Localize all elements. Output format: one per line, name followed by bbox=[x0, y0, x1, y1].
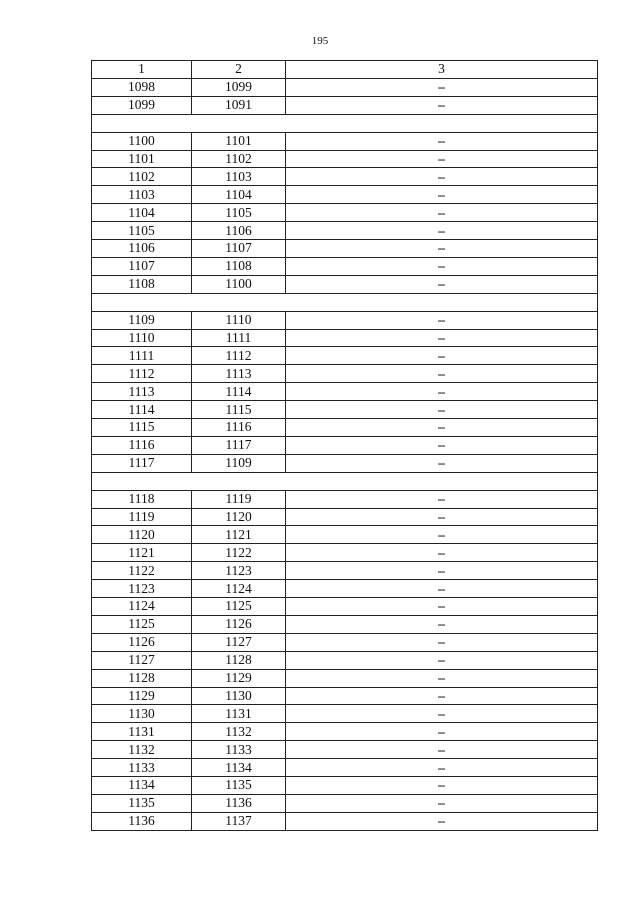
table-cell-col-2: 1116 bbox=[192, 419, 286, 437]
table-cell-col-3: – bbox=[286, 598, 598, 616]
table-cell-col-2: 1134 bbox=[192, 759, 286, 777]
table-cell-col-1: 1104 bbox=[92, 204, 192, 222]
table-cell-col-2: 1130 bbox=[192, 687, 286, 705]
table-cell-col-3: – bbox=[286, 132, 598, 150]
table-cell-col-3: – bbox=[286, 383, 598, 401]
table-row bbox=[92, 580, 598, 598]
table-cell-col-1: 1103 bbox=[92, 186, 192, 204]
table-cell-col-3: – bbox=[286, 794, 598, 812]
table-cell-col-1: 1099 bbox=[92, 96, 192, 114]
table-cell-col-2: 1127 bbox=[192, 633, 286, 651]
table-row bbox=[92, 741, 598, 759]
table-cell-col-2: 1109 bbox=[192, 454, 286, 472]
table-cell-col-2: 1125 bbox=[192, 598, 286, 616]
table-cell-col-1: 1107 bbox=[92, 257, 192, 275]
table-cell-col-3: – bbox=[286, 347, 598, 365]
table-cell-col-3: – bbox=[286, 544, 598, 562]
table-cell-col-1: 1133 bbox=[92, 759, 192, 777]
table-cell-col-3: – bbox=[286, 526, 598, 544]
table-cell-col-2: 1103 bbox=[192, 168, 286, 186]
table-cell-col-3: – bbox=[286, 705, 598, 723]
table-cell-col-2: 1113 bbox=[192, 365, 286, 383]
table-cell-col-3: – bbox=[286, 311, 598, 329]
table-cell-col-3: – bbox=[286, 401, 598, 419]
table-cell-col-2: 1102 bbox=[192, 150, 286, 168]
table-cell-col-2: 1120 bbox=[192, 508, 286, 526]
table-row bbox=[92, 275, 598, 293]
table-cell-col-1: 1112 bbox=[92, 365, 192, 383]
table-cell-col-1: 1129 bbox=[92, 687, 192, 705]
table-cell-col-2: 1114 bbox=[192, 383, 286, 401]
table-cell-col-3: – bbox=[286, 222, 598, 240]
table-row bbox=[92, 401, 598, 419]
table-cell-col-1: 1101 bbox=[92, 150, 192, 168]
table-cell-col-1: 1125 bbox=[92, 615, 192, 633]
table-cell-col-3: – bbox=[286, 759, 598, 777]
table-cell-col-3: – bbox=[286, 580, 598, 598]
table-row bbox=[92, 436, 598, 454]
table-cell-col-2: 1129 bbox=[192, 669, 286, 687]
table-cell-col-2: 1122 bbox=[192, 544, 286, 562]
table-row bbox=[92, 347, 598, 365]
table-row bbox=[92, 311, 598, 329]
table-cell-col-3: – bbox=[286, 741, 598, 759]
table-cell-col-2: 1101 bbox=[192, 132, 286, 150]
table-row bbox=[92, 132, 598, 150]
table-cell-col-2: 1108 bbox=[192, 257, 286, 275]
table-cell-col-1: 1126 bbox=[92, 633, 192, 651]
table-row bbox=[92, 687, 598, 705]
table-cell-col-1: 1130 bbox=[92, 705, 192, 723]
table-cell-col-2: 1137 bbox=[192, 812, 286, 830]
table-row bbox=[92, 633, 598, 651]
table-cell-col-2: 1110 bbox=[192, 311, 286, 329]
table-cell-col-1: 1136 bbox=[92, 812, 192, 830]
table-cell-col-3: – bbox=[286, 723, 598, 741]
table-cell-col-3: – bbox=[286, 651, 598, 669]
table-cell-col-1: 1113 bbox=[92, 383, 192, 401]
table-row bbox=[92, 651, 598, 669]
table-cell-col-1: 1132 bbox=[92, 741, 192, 759]
table-row bbox=[92, 615, 598, 633]
table-cell-col-3: – bbox=[286, 78, 598, 96]
table-cell-col-3: – bbox=[286, 204, 598, 222]
table-cell-col-2: 1119 bbox=[192, 490, 286, 508]
table-cell-col-1: 1111 bbox=[92, 347, 192, 365]
table-cell-col-3: – bbox=[286, 633, 598, 651]
page-number: 195 bbox=[311, 35, 329, 47]
table-row bbox=[92, 419, 598, 437]
table-cell-col-2: 1133 bbox=[192, 741, 286, 759]
table-cell-col-2: 1112 bbox=[192, 347, 286, 365]
table-row bbox=[92, 222, 598, 240]
table-cell-col-1: 1135 bbox=[92, 794, 192, 812]
table-cell-col-3: – bbox=[286, 812, 598, 830]
table-cell-col-2: 1123 bbox=[192, 562, 286, 580]
table-cell-col-2: 1091 bbox=[192, 96, 286, 114]
separator-cell bbox=[92, 114, 598, 132]
table-cell-col-2: 1106 bbox=[192, 222, 286, 240]
table-cell-col-3: – bbox=[286, 669, 598, 687]
table-cell-col-3: – bbox=[286, 687, 598, 705]
table-row bbox=[92, 186, 598, 204]
group-separator-row bbox=[92, 114, 598, 132]
column-header-3: 3 bbox=[286, 61, 598, 79]
table-cell-col-3: – bbox=[286, 490, 598, 508]
table-row bbox=[92, 240, 598, 258]
table-row bbox=[92, 812, 598, 830]
table-row bbox=[92, 508, 598, 526]
table-cell-col-2: 1128 bbox=[192, 651, 286, 669]
table-cell-col-1: 1123 bbox=[92, 580, 192, 598]
group-separator-row bbox=[92, 293, 598, 311]
table-cell-col-1: 1134 bbox=[92, 776, 192, 794]
table-cell-col-3: – bbox=[286, 257, 598, 275]
table-cell-col-2: 1126 bbox=[192, 615, 286, 633]
table-body bbox=[92, 61, 598, 831]
table-cell-col-3: – bbox=[286, 562, 598, 580]
table-row bbox=[92, 329, 598, 347]
table-cell-col-1: 1115 bbox=[92, 419, 192, 437]
table-cell-col-2: 1131 bbox=[192, 705, 286, 723]
table-row bbox=[92, 759, 598, 777]
table-row bbox=[92, 257, 598, 275]
table-cell-col-1: 1105 bbox=[92, 222, 192, 240]
data-table bbox=[91, 60, 598, 831]
table-cell-col-3: – bbox=[286, 419, 598, 437]
table-row bbox=[92, 78, 598, 96]
group-separator-row bbox=[92, 472, 598, 490]
table-cell-col-1: 1108 bbox=[92, 275, 192, 293]
table-cell-col-3: – bbox=[286, 150, 598, 168]
table-cell-col-1: 1102 bbox=[92, 168, 192, 186]
table-row bbox=[92, 723, 598, 741]
table-row bbox=[92, 150, 598, 168]
table-cell-col-1: 1098 bbox=[92, 78, 192, 96]
table-row bbox=[92, 598, 598, 616]
separator-cell bbox=[92, 293, 598, 311]
column-header-2: 2 bbox=[192, 61, 286, 79]
table-cell-col-2: 1099 bbox=[192, 78, 286, 96]
table-row bbox=[92, 669, 598, 687]
table-cell-col-1: 1100 bbox=[92, 132, 192, 150]
table-cell-col-2: 1100 bbox=[192, 275, 286, 293]
table-row bbox=[92, 365, 598, 383]
separator-cell bbox=[92, 472, 598, 490]
table-cell-col-2: 1111 bbox=[192, 329, 286, 347]
table-cell-col-2: 1124 bbox=[192, 580, 286, 598]
table-row bbox=[92, 383, 598, 401]
table-cell-col-2: 1135 bbox=[192, 776, 286, 794]
table-cell-col-3: – bbox=[286, 454, 598, 472]
table-row bbox=[92, 794, 598, 812]
table-cell-col-3: – bbox=[286, 615, 598, 633]
table-row bbox=[92, 454, 598, 472]
table-cell-col-3: – bbox=[286, 96, 598, 114]
table-cell-col-3: – bbox=[286, 168, 598, 186]
table-cell-col-3: – bbox=[286, 329, 598, 347]
table-cell-col-3: – bbox=[286, 275, 598, 293]
column-header-1: 1 bbox=[92, 61, 192, 79]
table-row bbox=[92, 526, 598, 544]
table-cell-col-3: – bbox=[286, 508, 598, 526]
table-cell-col-1: 1118 bbox=[92, 490, 192, 508]
table-cell-col-1: 1120 bbox=[92, 526, 192, 544]
table-cell-col-1: 1124 bbox=[92, 598, 192, 616]
table-header-row bbox=[92, 61, 598, 79]
table-cell-col-2: 1107 bbox=[192, 240, 286, 258]
table-cell-col-2: 1104 bbox=[192, 186, 286, 204]
table-cell-col-1: 1121 bbox=[92, 544, 192, 562]
table-cell-col-1: 1106 bbox=[92, 240, 192, 258]
table-cell-col-1: 1131 bbox=[92, 723, 192, 741]
table-cell-col-1: 1119 bbox=[92, 508, 192, 526]
table-row bbox=[92, 705, 598, 723]
table-cell-col-3: – bbox=[286, 365, 598, 383]
table-row bbox=[92, 168, 598, 186]
table-cell-col-1: 1114 bbox=[92, 401, 192, 419]
table-cell-col-1: 1128 bbox=[92, 669, 192, 687]
table-row bbox=[92, 562, 598, 580]
table-cell-col-2: 1121 bbox=[192, 526, 286, 544]
table-cell-col-3: – bbox=[286, 776, 598, 794]
table-cell-col-2: 1117 bbox=[192, 436, 286, 454]
table-cell-col-1: 1116 bbox=[92, 436, 192, 454]
table-cell-col-3: – bbox=[286, 240, 598, 258]
table-row bbox=[92, 96, 598, 114]
table-cell-col-2: 1105 bbox=[192, 204, 286, 222]
table-cell-col-1: 1110 bbox=[92, 329, 192, 347]
table-cell-col-2: 1115 bbox=[192, 401, 286, 419]
table-cell-col-2: 1136 bbox=[192, 794, 286, 812]
table-cell-col-1: 1117 bbox=[92, 454, 192, 472]
table-cell-col-1: 1122 bbox=[92, 562, 192, 580]
table-cell-col-2: 1132 bbox=[192, 723, 286, 741]
table-cell-col-3: – bbox=[286, 186, 598, 204]
table-row bbox=[92, 204, 598, 222]
table-cell-col-1: 1109 bbox=[92, 311, 192, 329]
table-row bbox=[92, 544, 598, 562]
table-row bbox=[92, 776, 598, 794]
table-cell-col-3: – bbox=[286, 436, 598, 454]
table-row bbox=[92, 490, 598, 508]
table-cell-col-1: 1127 bbox=[92, 651, 192, 669]
